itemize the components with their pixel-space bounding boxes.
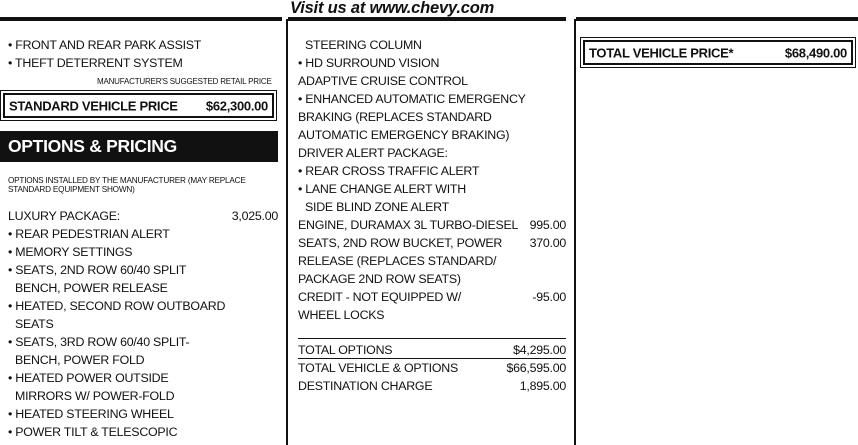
msrp-label: MANUFACTURER'S SUGGESTED RETAIL PRICE (97, 77, 272, 86)
list-item: AUTOMATIC EMERGENCY BRAKING) (298, 128, 510, 142)
list-item: • HEATED STEERING WHEEL (8, 407, 174, 421)
list-item: • HEATED POWER OUTSIDE (8, 371, 169, 385)
luxury-package-label: LUXURY PACKAGE: (8, 209, 120, 223)
list-item: • HEATED, SECOND ROW OUTBOARD (8, 299, 226, 313)
standard-price-value: $62,300.00 (205, 98, 268, 113)
option-price: -95.00 (532, 290, 566, 304)
list-item: STEERING COLUMN (305, 38, 422, 52)
total-vehicle-price-value: $68,490.00 (784, 45, 847, 60)
list-item: BENCH, POWER FOLD (15, 353, 145, 367)
luxury-package-list (8, 207, 278, 441)
standard-price-box (3, 93, 274, 118)
list-item: SEATS (15, 317, 54, 331)
total-options-row (298, 341, 566, 359)
option-price: 370.00 (529, 236, 566, 250)
top-rule-middle (288, 17, 566, 21)
list-item: • REAR CROSS TRAFFIC ALERT (298, 164, 480, 178)
totals-block (298, 341, 566, 395)
total-vehicle-price-box (583, 40, 853, 65)
list-item: MIRRORS W/ POWER-FOLD (15, 389, 175, 403)
list-item: • POWER TILT & TELESCOPIC (8, 425, 178, 439)
total-value: 1,895.00 (519, 379, 566, 393)
destination-charge-row (298, 377, 566, 395)
list-item: SIDE BLIND ZONE ALERT (305, 200, 449, 214)
features-column (8, 36, 278, 72)
list-item: PACKAGE 2ND ROW SEATS) (298, 272, 461, 286)
option-label: SEATS, 2ND ROW BUCKET, POWER (298, 236, 503, 250)
standard-price-label: STANDARD VEHICLE PRICE (9, 98, 178, 113)
website-header: Visit us at www.chevy.com (290, 0, 495, 17)
total-vehicle-options-row (298, 359, 566, 377)
list-item: ADAPTIVE CRUISE CONTROL (298, 74, 468, 88)
list-item: • LANE CHANGE ALERT WITH (298, 182, 466, 196)
luxury-package-price: 3,025.00 (231, 209, 278, 223)
list-item: • HD SURROUND VISION (298, 56, 440, 70)
total-value: $4,295.00 (513, 343, 566, 357)
luxury-package-row (8, 207, 278, 225)
list-item: • REAR PEDESTRIAN ALERT (8, 227, 170, 241)
total-label: TOTAL OPTIONS (298, 343, 393, 357)
list-item: • SEATS, 3RD ROW 60/40 SPLIT- (8, 335, 190, 349)
totals-rule-mid (298, 358, 566, 359)
option-price-row (298, 234, 566, 252)
option-label: CREDIT - NOT EQUIPPED W/ (298, 290, 461, 304)
column-divider-2 (574, 19, 576, 445)
option-label: ENGINE, DURAMAX 3L TURBO-DIESEL (298, 218, 519, 232)
list-item: BENCH, POWER RELEASE (15, 281, 168, 295)
total-vehicle-price-label: TOTAL VEHICLE PRICE* (589, 45, 734, 60)
list-item: RELEASE (REPLACES STANDARD/ (298, 254, 497, 268)
option-price: 995.00 (529, 218, 566, 232)
option-price-row (298, 216, 566, 234)
feature-line: • THEFT DETERRENT SYSTEM (8, 56, 183, 70)
list-item: • ENHANCED AUTOMATIC EMERGENCY (298, 92, 526, 106)
feature-line: • FRONT AND REAR PARK ASSIST (8, 38, 202, 52)
top-rule-left (0, 17, 282, 21)
options-column (298, 36, 566, 324)
options-pricing-banner: OPTIONS & PRICING (0, 131, 278, 162)
total-label: TOTAL VEHICLE & OPTIONS (298, 361, 458, 375)
options-note: OPTIONS INSTALLED BY THE MANUFACTURER (MAY REPLACE STANDARD EQUIPMENT SHOWN) (8, 176, 246, 194)
top-rule-right (576, 17, 858, 21)
total-label: DESTINATION CHARGE (298, 379, 433, 393)
list-item: • SEATS, 2ND ROW 60/40 SPLIT (8, 263, 187, 277)
list-item: BRAKING (REPLACES STANDARD (298, 110, 492, 124)
option-price-row (298, 288, 566, 306)
totals-rule (298, 338, 566, 339)
list-item: DRIVER ALERT PACKAGE: (298, 146, 448, 160)
column-divider-1 (286, 19, 288, 445)
total-value: $66,595.00 (506, 361, 566, 375)
list-item: • MEMORY SETTINGS (8, 245, 133, 259)
list-item: WHEEL LOCKS (298, 308, 385, 322)
